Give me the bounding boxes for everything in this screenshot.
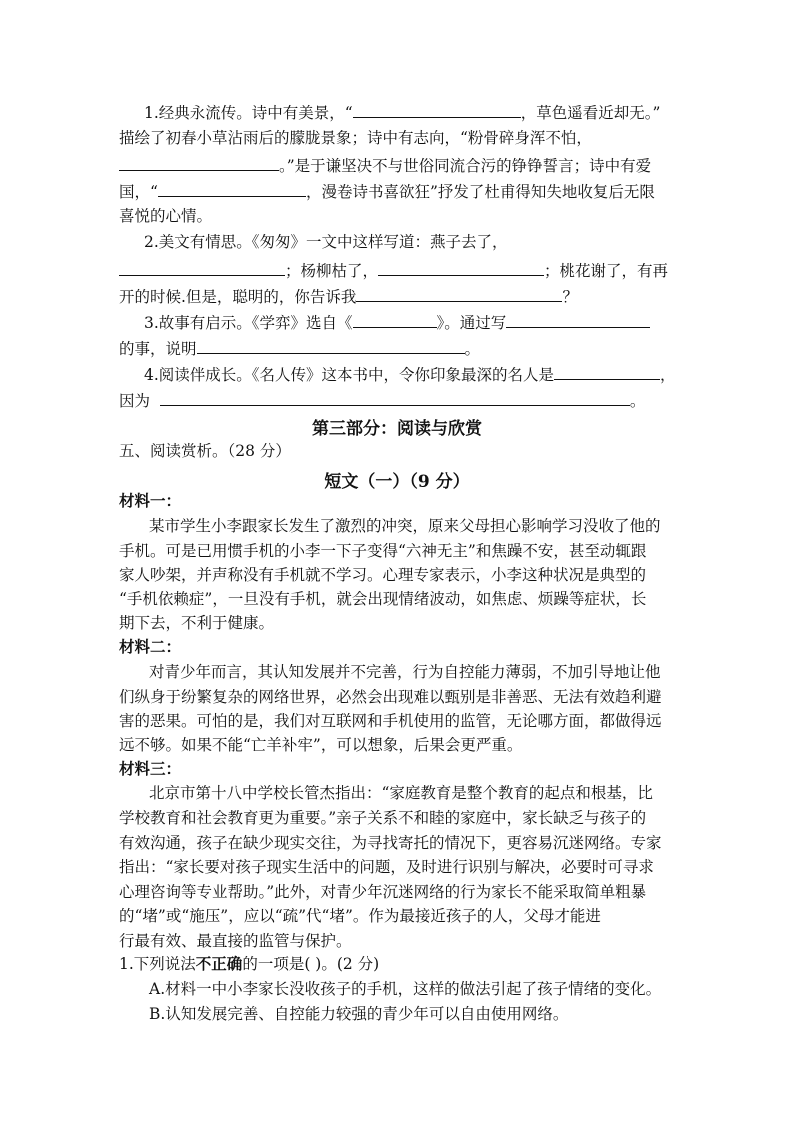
q3-blank-1[interactable]	[353, 311, 437, 328]
question1-stem	[119, 954, 379, 974]
q3-text-a: 3.故事有启示。《学弈》选自《	[144, 314, 353, 332]
q3-blank-2[interactable]	[506, 311, 650, 328]
q1-line4	[119, 180, 655, 202]
q4-text-c: 因为	[119, 392, 151, 410]
material2-line: 远不够。如果不能“亡羊补牢”，可以想象，后果会更严重。	[119, 736, 523, 754]
q2-blank-1[interactable]	[119, 259, 285, 276]
q1-blank-1[interactable]	[353, 101, 521, 118]
material2-line: 们纵身于纷繁复杂的网络世界，必然会出现难以甄别是非善恶、无法有效趋利避	[119, 688, 662, 706]
q4-text-d: 。	[629, 392, 646, 410]
q3-text-d: 。	[464, 340, 481, 358]
q1-text-g: 喜悦的心情。	[119, 207, 213, 225]
material3-label: 材料三：	[119, 759, 182, 778]
q2-line3	[119, 285, 578, 307]
material3-line: 行最有效、最直接的监管与保护。	[119, 932, 352, 950]
material2-label: 材料二：	[119, 637, 182, 656]
q2-text-b: ；杨柳枯了，	[285, 262, 379, 280]
material3-line: 的“堵”或“施压”，应以“疏”代“堵”。作为最接近孩子的人，父母才能进	[119, 907, 601, 925]
q4-blank-1[interactable]	[554, 363, 660, 380]
material3-line: 心理咨询等专业帮助。”此外，对青少年沉迷网络的行为家长不能采取简单粗暴	[119, 883, 647, 901]
q4-line2	[119, 389, 645, 411]
q1-text-b: ，草色遥看近却无。”	[520, 104, 661, 122]
question1-text-a: 1.下列说法	[119, 955, 196, 973]
q1-blank-2[interactable]	[119, 154, 279, 171]
part3-title: 第三部分：阅读与欣赏	[312, 419, 482, 439]
q4-blank-2[interactable]	[160, 389, 630, 406]
q4-line1	[144, 363, 676, 385]
q2-blank-2[interactable]	[378, 259, 544, 276]
material3-line: 学校教育和社会教育更为重要。”亲子关系不和睦的家庭中，家长缺乏与孩子的	[119, 809, 647, 827]
q3-line1	[144, 311, 650, 333]
material1-line: “手机依赖症”，一旦没有手机，就会出现情绪波动，如焦虑、烦躁等症状，长	[119, 590, 647, 608]
material3-line: 北京市第十八中学校长管杰指出：“家庭教育是整个教育的起点和根基，比	[149, 784, 653, 802]
material3-line: 指出：“家长要对孩子现实生活中的问题，及时进行识别与解决，必要时可寻求	[119, 858, 654, 876]
question1-emphasis: 不正确	[195, 954, 243, 973]
material1-line: 期下去，不利于健康。	[119, 614, 275, 632]
material2-line: 害的恶果。可怕的是，我们对互联网和手机使用的监管，无论哪方面，都做得远	[119, 712, 662, 730]
q2-blank-3[interactable]	[356, 285, 562, 302]
q3-blank-3[interactable]	[197, 337, 465, 354]
question1-text-c: 的一项是( )。(2 分)	[242, 955, 380, 973]
q3-text-c: 的事，说明	[119, 340, 197, 358]
q2-text-a: 2.美文有情思。《匆匆》一文中这样写道：燕子去了，	[144, 233, 508, 251]
q1-text-a: 1.经典永流传。诗中有美景，“	[144, 104, 353, 122]
q4-text-b: ，	[660, 366, 676, 384]
section5-heading: 五、阅读赏析。（28 分）	[119, 442, 291, 460]
material3-line: 有效沟通，孩子在缺少现实交往，为寻找寄托的情况下，更容易沉迷网络。专家	[119, 834, 662, 852]
q1-text-c: 描绘了初春小草沾雨后的朦胧景象；诗中有志向，“粉骨碎身浑不怕，	[119, 129, 592, 147]
q2-text-e: ？	[562, 288, 578, 306]
material1-line: 家人吵架，并声称没有手机就不学习。心理专家表示，小李这种状况是典型的	[119, 566, 647, 584]
q1-text-f: ，漫卷诗书喜欲狂”抒发了杜甫得知失地收复后无限	[305, 183, 655, 201]
q1-line3	[119, 154, 651, 176]
q2-line1	[144, 232, 508, 252]
question1-option-b[interactable]: B.认知发展完善、自控能力较强的青少年可以自由使用网络。	[149, 1005, 569, 1023]
passage-title: 短文（一）（9 分）	[324, 472, 470, 492]
q1-line1	[144, 101, 660, 123]
material1-line: 某市学生小李跟家长发生了激烈的冲突，原来父母担心影响学习没收了他的	[149, 517, 661, 535]
q4-text-a: 4.阅读伴成长。《名人传》这本书中，令你印象最深的名人是	[144, 366, 555, 384]
q3-line2	[119, 337, 480, 359]
q2-text-d: 开的时候.但是，聪明的，你告诉我	[119, 288, 357, 306]
material1-line: 手机。可是已用惯手机的小李一下子变得“六神无主”和焦躁不安，甚至动辄跟	[119, 542, 647, 560]
q1-text-d: 。”是于谦坚决不与世俗同流合污的铮铮誓言；诗中有爱	[279, 157, 652, 175]
material2-line: 对青少年而言，其认知发展并不完善，行为自控能力薄弱，不加引导地让他	[149, 663, 661, 681]
q1-blank-3[interactable]	[158, 180, 306, 197]
q2-text-c: ；桃花谢了，有再	[544, 262, 669, 280]
q2-line2	[119, 259, 668, 281]
q1-line5	[119, 206, 212, 226]
q1-text-e: 国，“	[119, 183, 158, 201]
material1-label: 材料一：	[119, 491, 182, 510]
question1-option-a[interactable]: A.材料一中小李家长没收孩子的手机，这样的做法引起了孩子情绪的变化。	[149, 980, 662, 998]
q1-line2	[119, 128, 592, 148]
q3-text-b: 》。通过写	[436, 314, 507, 332]
